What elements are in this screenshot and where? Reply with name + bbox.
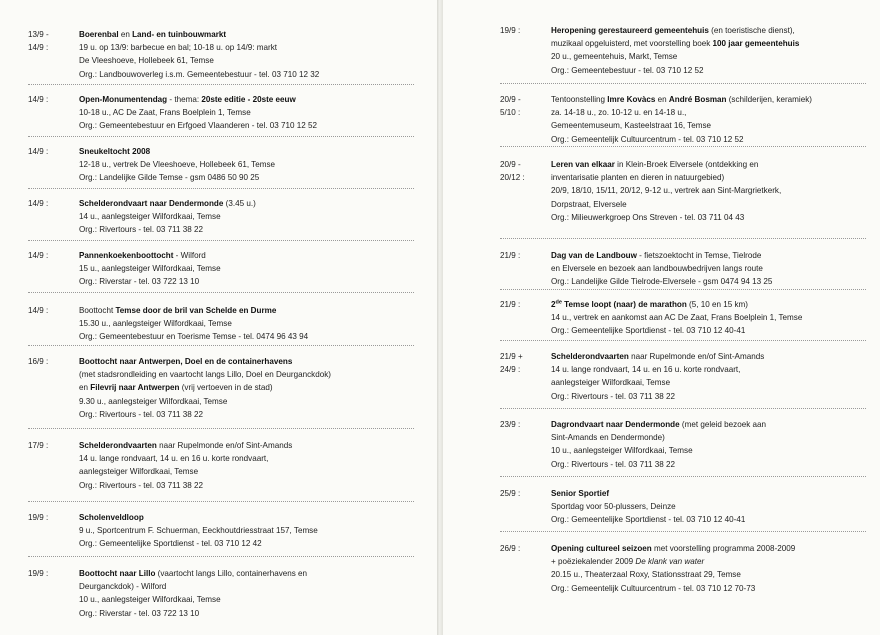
bold-text: Dag van de Landbouw <box>551 251 637 260</box>
bold-text: de <box>555 299 562 306</box>
event-details <box>79 145 275 185</box>
event-detail-line <box>79 452 292 465</box>
text: (met geleid bezoek aan <box>679 420 767 429</box>
event-title-line <box>79 93 317 106</box>
event-detail-line <box>551 513 745 526</box>
event-detail-line <box>79 275 221 288</box>
event-detail-line <box>551 444 766 457</box>
event-title-line <box>551 24 799 37</box>
dotted-separator <box>28 292 414 293</box>
text: Org.: Rivertours - tel. 03 711 38 22 <box>551 391 676 401</box>
event-date <box>500 93 552 119</box>
dotted-separator <box>28 188 414 189</box>
dotted-separator <box>500 83 866 84</box>
event-title-line <box>551 93 812 106</box>
event-detail-line <box>79 593 307 606</box>
text: (en toeristische dienst), <box>708 26 795 35</box>
event-date-line: 5/10 : <box>500 108 521 118</box>
text: Org.: Gemeentelijk Cultuurcentrum - tel. 03 710 12 70-73 <box>551 583 756 593</box>
left-page <box>0 0 437 635</box>
dotted-separator <box>500 408 866 409</box>
event-details <box>551 418 766 471</box>
event-detail-line <box>79 330 308 343</box>
event-date-line: 23/9 : <box>500 420 521 429</box>
event-details <box>79 304 308 344</box>
bold-text: 20ste editie - 20ste eeuw <box>201 95 296 104</box>
bold-text: Sneukeltocht 2008 <box>79 147 151 156</box>
event-detail-line <box>551 555 795 568</box>
text: en <box>79 383 91 393</box>
event-date <box>28 355 80 368</box>
event-title-line <box>79 355 331 368</box>
text: Gemeentemuseum, Kasteelstraat 16, Temse <box>551 121 712 131</box>
event-date <box>500 418 552 431</box>
text: Org.: Landelijke Gilde Temse - gsm 0486 50 90 25 <box>79 173 260 183</box>
text: 14 u. lange rondvaart, 14 u. en 16 u. korte rondvaart, <box>79 454 269 464</box>
event-detail-line <box>79 607 307 620</box>
text: Org.: Gemeentebestuur en Erfgoed Vlaanderen - tel. 03 710 12 52 <box>79 121 318 131</box>
event-details <box>551 249 772 289</box>
bold-text: Land- en tuinbouwmarkt <box>132 30 227 39</box>
event-detail-line <box>551 431 766 444</box>
text: in Klein-Broek Elversele (ontdekking en <box>614 160 759 169</box>
event-details <box>79 197 256 237</box>
bold-text: Heropening gerestaureerd gemeentehuis <box>551 26 709 35</box>
text: inventarisatie planten en dieren in natuurgebied) <box>551 173 725 183</box>
event-detail-line <box>551 363 764 376</box>
event-date <box>28 249 80 262</box>
text: (3.45 u.) <box>223 199 256 208</box>
event-detail-line <box>79 395 331 408</box>
event-date <box>500 487 552 500</box>
event-title-line <box>79 197 256 210</box>
dotted-separator <box>500 238 866 239</box>
event-details <box>551 93 812 146</box>
event-detail-line <box>79 68 319 81</box>
event-detail-line <box>551 324 802 337</box>
text: 14 u., vertrek en aankomst aan AC De Zaat, Frans Boelplein 1, Temse <box>551 313 803 323</box>
event-detail-line <box>79 381 331 394</box>
event-detail-line <box>551 275 772 288</box>
dotted-separator <box>28 345 414 346</box>
event-detail-line <box>79 368 331 381</box>
text: 12-18 u., vertrek De Vleeshoeve, Hollebeek 61, Temse <box>79 160 276 170</box>
text: De Vleeshoeve, Hollebeek 61, Temse <box>79 56 214 66</box>
text: 14 u. lange rondvaart, 14 u. en 16 u. korte rondvaart, <box>551 365 741 375</box>
event-title-line <box>551 350 764 363</box>
dotted-separator <box>500 289 866 290</box>
event-date <box>28 145 80 158</box>
event-date <box>500 298 552 311</box>
event-detail-line <box>79 524 318 537</box>
bold-text: Boottocht naar Lillo <box>79 569 156 578</box>
event-detail-line <box>79 54 319 67</box>
event-date-line: 14/9 : <box>28 43 49 53</box>
bold-text: Temse door de bril van Schelde en Durme <box>115 306 277 315</box>
event-detail-line <box>79 119 317 132</box>
event-details <box>79 249 221 289</box>
dotted-separator <box>500 340 866 341</box>
bold-text: 100 jaar gemeentehuis <box>712 39 800 49</box>
event-detail-line <box>551 50 799 63</box>
event-date-line: 20/9 - <box>500 95 521 104</box>
event-date-line: 24/9 : <box>500 365 521 375</box>
event-detail-line <box>79 262 221 275</box>
event-title-line <box>551 249 772 262</box>
bold-text: Senior Sportief <box>551 489 610 498</box>
event-detail-line <box>79 580 307 593</box>
event-date-line: 21/9 : <box>500 300 521 309</box>
text: met voorstelling programma 2008-2009 <box>651 544 796 553</box>
text: Org.: Gemeentebestuur en Toerisme Temse - tel. 0474 96 43 94 <box>79 332 309 342</box>
event-date-line: 13/9 - <box>28 30 49 39</box>
event-title-line <box>79 249 221 262</box>
event-date <box>500 24 552 37</box>
event-detail-line <box>551 311 802 324</box>
dotted-separator <box>500 531 866 532</box>
event-detail-line <box>79 210 256 223</box>
event-title-line <box>551 542 795 555</box>
event-date <box>28 28 80 54</box>
event-detail-line <box>551 262 772 275</box>
bold-text: Scholenveldloop <box>79 513 144 522</box>
text: Org.: Gemeentelijke Sportdienst - tel. 03 710 12 42 <box>79 539 262 549</box>
event-date-line: 17/9 : <box>28 441 49 450</box>
event-detail-line <box>551 171 781 184</box>
event-date-line: 21/9 : <box>500 251 521 260</box>
event-date-line: 14/9 : <box>28 251 49 260</box>
event-details <box>79 567 307 620</box>
event-detail-line <box>551 568 795 581</box>
text: muzikaal opgeluisterd, met voorstelling boek <box>551 39 713 49</box>
text: (vrij vertoeven in de stad) <box>179 383 273 393</box>
event-detail-line <box>79 408 331 421</box>
event-date-line: 19/9 : <box>500 26 521 35</box>
text: + poëziekalender 2009 <box>551 557 636 567</box>
event-detail-line <box>79 537 318 550</box>
dotted-separator <box>28 240 414 241</box>
text: Org.: Gemeentelijk Cultuurcentrum - tel. 03 710 12 52 <box>551 134 744 144</box>
text: 10-18 u., AC De Zaat, Frans Boelplein 1, Temse <box>79 108 251 118</box>
event-date-line: 14/9 : <box>28 306 49 315</box>
dotted-separator <box>500 146 866 147</box>
bold-text: Filevrij naar Antwerpen <box>90 383 180 393</box>
dotted-separator <box>500 476 866 477</box>
text: 9 u., Sportcentrum F. Schuerman, Eeckhoutdriesstraat 157, Temse <box>79 526 318 536</box>
event-date-line: 16/9 : <box>28 357 49 366</box>
text: Org.: Rivertours - tel. 03 711 38 22 <box>79 409 204 419</box>
event-date <box>28 304 80 317</box>
text: (5, 10 en 15 km) <box>686 300 748 309</box>
event-detail-line <box>79 479 292 492</box>
text: aanlegsteiger Wilfordkaai, Temse <box>79 467 199 477</box>
text: Sportdag voor 50-plussers, Deinze <box>551 502 676 512</box>
text: Org.: Rivertours - tel. 03 711 38 22 <box>79 225 204 235</box>
event-title-line <box>551 418 766 431</box>
bold-text: Pannenkoekenboottocht <box>79 251 174 260</box>
bold-text: Dagrondvaart naar Dendermonde <box>551 420 680 429</box>
event-detail-line <box>551 64 799 77</box>
event-detail-line <box>79 171 275 184</box>
event-date <box>500 542 552 555</box>
text: Org.: Gemeentebestuur - tel. 03 710 12 52 <box>551 65 704 75</box>
event-detail-line <box>551 119 812 132</box>
text: Org.: Rivertours - tel. 03 711 38 22 <box>79 480 204 490</box>
dotted-separator <box>28 501 414 502</box>
text: Dorpstraat, Elversele <box>551 199 627 209</box>
dotted-separator <box>28 556 414 557</box>
event-title-line <box>79 145 275 158</box>
event-title-line <box>79 304 308 317</box>
event-date-line: 14/9 : <box>28 199 49 208</box>
event-detail-line <box>79 41 319 54</box>
event-detail-line <box>551 582 795 595</box>
event-detail-line <box>551 390 764 403</box>
event-detail-line <box>551 198 781 211</box>
bold-text: Leren van elkaar <box>551 160 615 169</box>
event-detail-line <box>79 465 292 478</box>
bold-text: Open-Monumentendag <box>79 95 168 104</box>
bold-text: Temse loopt (naar) de marathon <box>561 300 687 309</box>
text: 9.30 u., aanlegsteiger Wilfordkaai, Temse <box>79 396 228 406</box>
text: Org.: Gemeentelijke Sportdienst - tel. 03 710 12 40-41 <box>551 515 746 525</box>
event-title-line <box>551 158 781 171</box>
text: Org.: Milieuwerkgroep Ons Streven - tel. 03 711 04 43 <box>551 212 745 222</box>
event-title-line <box>551 298 802 311</box>
text: - thema: <box>167 95 202 104</box>
text: za. 14-18 u., zo. 10-12 u. en 14-18 u., <box>551 108 687 118</box>
text: en <box>118 30 133 39</box>
event-date-line: 14/9 : <box>28 147 49 156</box>
text: - Wilford <box>173 251 206 260</box>
text: 10 u., aanlegsteiger Wilfordkaai, Temse <box>551 446 693 456</box>
event-details <box>551 298 802 338</box>
event-title-line <box>79 439 292 452</box>
event-details <box>79 439 292 492</box>
event-date <box>28 197 80 210</box>
event-details <box>79 355 331 421</box>
text: Boottocht <box>79 306 116 315</box>
dotted-separator <box>28 84 414 85</box>
text: 15.30 u., aanlegsteiger Wilfordkaai, Temse <box>79 319 232 329</box>
event-details <box>551 487 745 527</box>
bold-text: Schelderondvaart naar Dendermonde <box>79 199 224 208</box>
text: (met stadsrondleiding en vaartocht langs Lillo, Doel en Deurganckdok) <box>79 370 331 380</box>
event-details <box>551 350 764 403</box>
event-detail-line <box>551 211 781 224</box>
event-details <box>79 93 317 133</box>
event-date-line: 14/9 : <box>28 95 49 104</box>
text: 14 u., aanlegsteiger Wilfordkaai, Temse <box>79 212 221 222</box>
text: 20/9, 18/10, 15/11, 20/12, 9-12 u., vertrek aan Sint-Margrietkerk, <box>551 186 782 196</box>
bold-text: André Bosman <box>668 95 727 104</box>
event-date <box>500 350 552 376</box>
text: (schilderijen, keramiek) <box>726 95 812 104</box>
event-title-line <box>79 28 319 41</box>
event-date-line: 19/9 : <box>28 513 49 522</box>
event-detail-line <box>551 500 745 513</box>
text: Org.: Rivertours - tel. 03 711 38 22 <box>551 459 676 469</box>
event-title-line <box>79 567 307 580</box>
event-date <box>500 158 552 184</box>
event-detail-line <box>79 223 256 236</box>
text: Tentoonstelling <box>551 95 608 104</box>
bold-text: Schelderondvaarten <box>79 441 157 450</box>
event-detail-line <box>79 106 317 119</box>
text: en Elversele en bezoek aan landbouwbedrijven langs route <box>551 264 763 274</box>
event-date <box>28 439 80 452</box>
event-date-line: 26/9 : <box>500 544 521 553</box>
text: 19 u. op 13/9: barbecue en bal; 10-18 u. op 14/9: markt <box>79 43 277 53</box>
text: Sint-Amands en Dendermonde) <box>551 433 665 443</box>
text: 10 u., aanlegsteiger Wilfordkaai, Temse <box>79 595 221 605</box>
right-page <box>443 0 880 635</box>
italic-text: De klank van water <box>635 557 705 567</box>
event-date <box>28 511 80 524</box>
event-date-line: 21/9 + <box>500 352 523 361</box>
event-date <box>500 249 552 262</box>
event-date-line: 20/9 - <box>500 160 521 169</box>
dotted-separator <box>28 136 414 137</box>
bold-text: Opening cultureel seizoen <box>551 544 652 553</box>
event-detail-line <box>551 458 766 471</box>
event-detail-line <box>551 376 764 389</box>
bold-text: Imre Kovàcs <box>607 95 656 104</box>
text: Deurganckdok) - Wilford <box>79 582 167 592</box>
event-date <box>28 567 80 580</box>
dotted-separator <box>28 428 414 429</box>
event-date-line: 19/9 : <box>28 569 49 578</box>
event-detail-line <box>551 106 812 119</box>
event-details <box>551 158 781 224</box>
text: 20 u., gemeentehuis, Markt, Temse <box>551 52 678 62</box>
event-title-line <box>79 511 318 524</box>
event-date-line: 25/9 : <box>500 489 521 498</box>
event-detail-line <box>551 184 781 197</box>
text: naar Rupelmonde en/of Sint-Amands <box>628 352 765 361</box>
event-detail-line <box>551 133 812 146</box>
text: en <box>655 95 669 104</box>
bold-text: Boerenbal <box>79 30 119 39</box>
text: aanlegsteiger Wilfordkaai, Temse <box>551 378 671 388</box>
text: Org.: Riverstar - tel. 03 722 13 10 <box>79 608 200 618</box>
text: 20.15 u., Theaterzaal Roxy, Stationsstraat 29, Temse <box>551 570 741 580</box>
text: Org.: Gemeentelijke Sportdienst - tel. 03 710 12 40-41 <box>551 326 746 336</box>
event-details <box>551 24 799 77</box>
event-details <box>551 542 795 595</box>
bold-text: Schelderondvaarten <box>551 352 629 361</box>
text: Org.: Riverstar - tel. 03 722 13 10 <box>79 277 200 287</box>
text: Org.: Landelijke Gilde Tielrode-Elversele - gsm 0474 94 13 25 <box>551 277 773 287</box>
event-details <box>79 28 319 81</box>
text: 15 u., aanlegsteiger Wilfordkaai, Temse <box>79 264 221 274</box>
event-detail-line <box>79 317 308 330</box>
bold-text: Boottocht naar Antwerpen, Doel en de containerhavens <box>79 357 293 366</box>
event-detail-line <box>551 37 799 50</box>
text: - fietszoektocht in Temse, Tielrode <box>636 251 762 260</box>
event-detail-line <box>79 158 275 171</box>
event-date-line: 20/12 : <box>500 173 525 183</box>
text: Org.: Landbouwoverleg i.s.m. Gemeentebestuur - tel. 03 710 12 32 <box>79 69 320 79</box>
event-title-line <box>551 487 745 500</box>
text: (vaartocht langs Lillo, containerhavens en <box>155 569 308 578</box>
text: naar Rupelmonde en/of Sint-Amands <box>156 441 293 450</box>
bold-text: 2 <box>551 300 556 309</box>
event-date <box>28 93 80 106</box>
event-details <box>79 511 318 551</box>
